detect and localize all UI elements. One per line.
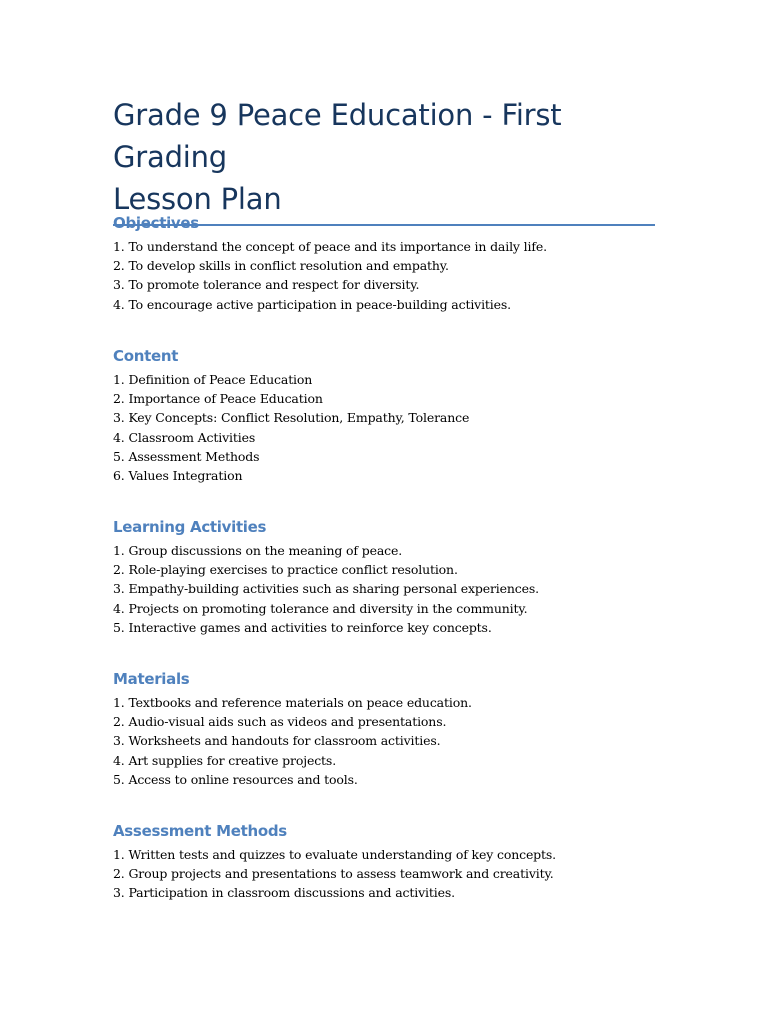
- list-item: 3. Worksheets and handouts for classroom activities.: [113, 733, 441, 749]
- document-title-line-2: Lesson Plan: [113, 182, 282, 216]
- section-content: [113, 346, 655, 485]
- assessment-methods-list: [113, 845, 655, 903]
- list-item: 2. Audio-visual aids such as videos and presentations.: [113, 714, 447, 730]
- list-item: 3. Participation in classroom discussions and activities.: [113, 885, 455, 901]
- list-item: 3. Key Concepts: Conflict Resolution, Empathy, Tolerance: [113, 410, 470, 426]
- document-title: [113, 94, 655, 220]
- list-item: 1. Definition of Peace Education: [113, 372, 313, 387]
- list-item: 1. Textbooks and reference materials on peace education.: [113, 695, 472, 710]
- list-item: 2. Importance of Peace Education: [113, 391, 323, 407]
- list-item: 6. Values Integration: [113, 468, 243, 484]
- section-assessment-methods: [113, 821, 655, 903]
- learning-activities-list: [113, 541, 655, 637]
- list-item: 3. Empathy-building activities such as sharing personal experiences.: [113, 581, 539, 597]
- section-heading-content: Content: [113, 347, 179, 365]
- document-page: [113, 94, 655, 226]
- list-item: 2. Group projects and presentations to assess teamwork and creativity.: [113, 866, 554, 882]
- section-objectives: [113, 213, 655, 314]
- list-item: 3. To promote tolerance and respect for diversity.: [113, 277, 420, 293]
- section-heading-objectives: Objectives: [113, 214, 199, 232]
- section-heading-materials: Materials: [113, 670, 190, 688]
- list-item: 2. To develop skills in conflict resolution and empathy.: [113, 258, 449, 274]
- list-item: 5. Interactive games and activities to reinforce key concepts.: [113, 619, 492, 635]
- list-item: 1. Group discussions on the meaning of peace.: [113, 543, 403, 558]
- objectives-list: [113, 237, 655, 314]
- list-item: 4. Art supplies for creative projects.: [113, 752, 337, 768]
- section-materials: [113, 669, 655, 789]
- list-item: 1. Written tests and quizzes to evaluate understanding of key concepts.: [113, 847, 557, 862]
- document-title-line-1: Grade 9 Peace Education - First Grading: [113, 98, 562, 174]
- section-heading-learning-activities: Learning Activities: [113, 518, 267, 536]
- materials-list: [113, 693, 655, 789]
- list-item: 4. Projects on promoting tolerance and diversity in the community.: [113, 600, 528, 616]
- list-item: 5. Assessment Methods: [113, 448, 260, 464]
- section-learning-activities: [113, 517, 655, 637]
- list-item: 5. Access to online resources and tools.: [113, 771, 358, 787]
- list-item: 1. To understand the concept of peace and its importance in daily life.: [113, 239, 547, 254]
- list-item: 4. To encourage active participation in peace-building activities.: [113, 296, 511, 312]
- list-item: 2. Role-playing exercises to practice conflict resolution.: [113, 562, 458, 578]
- content-list: [113, 370, 655, 485]
- list-item: 4. Classroom Activities: [113, 429, 256, 445]
- section-heading-assessment-methods: Assessment Methods: [113, 822, 287, 840]
